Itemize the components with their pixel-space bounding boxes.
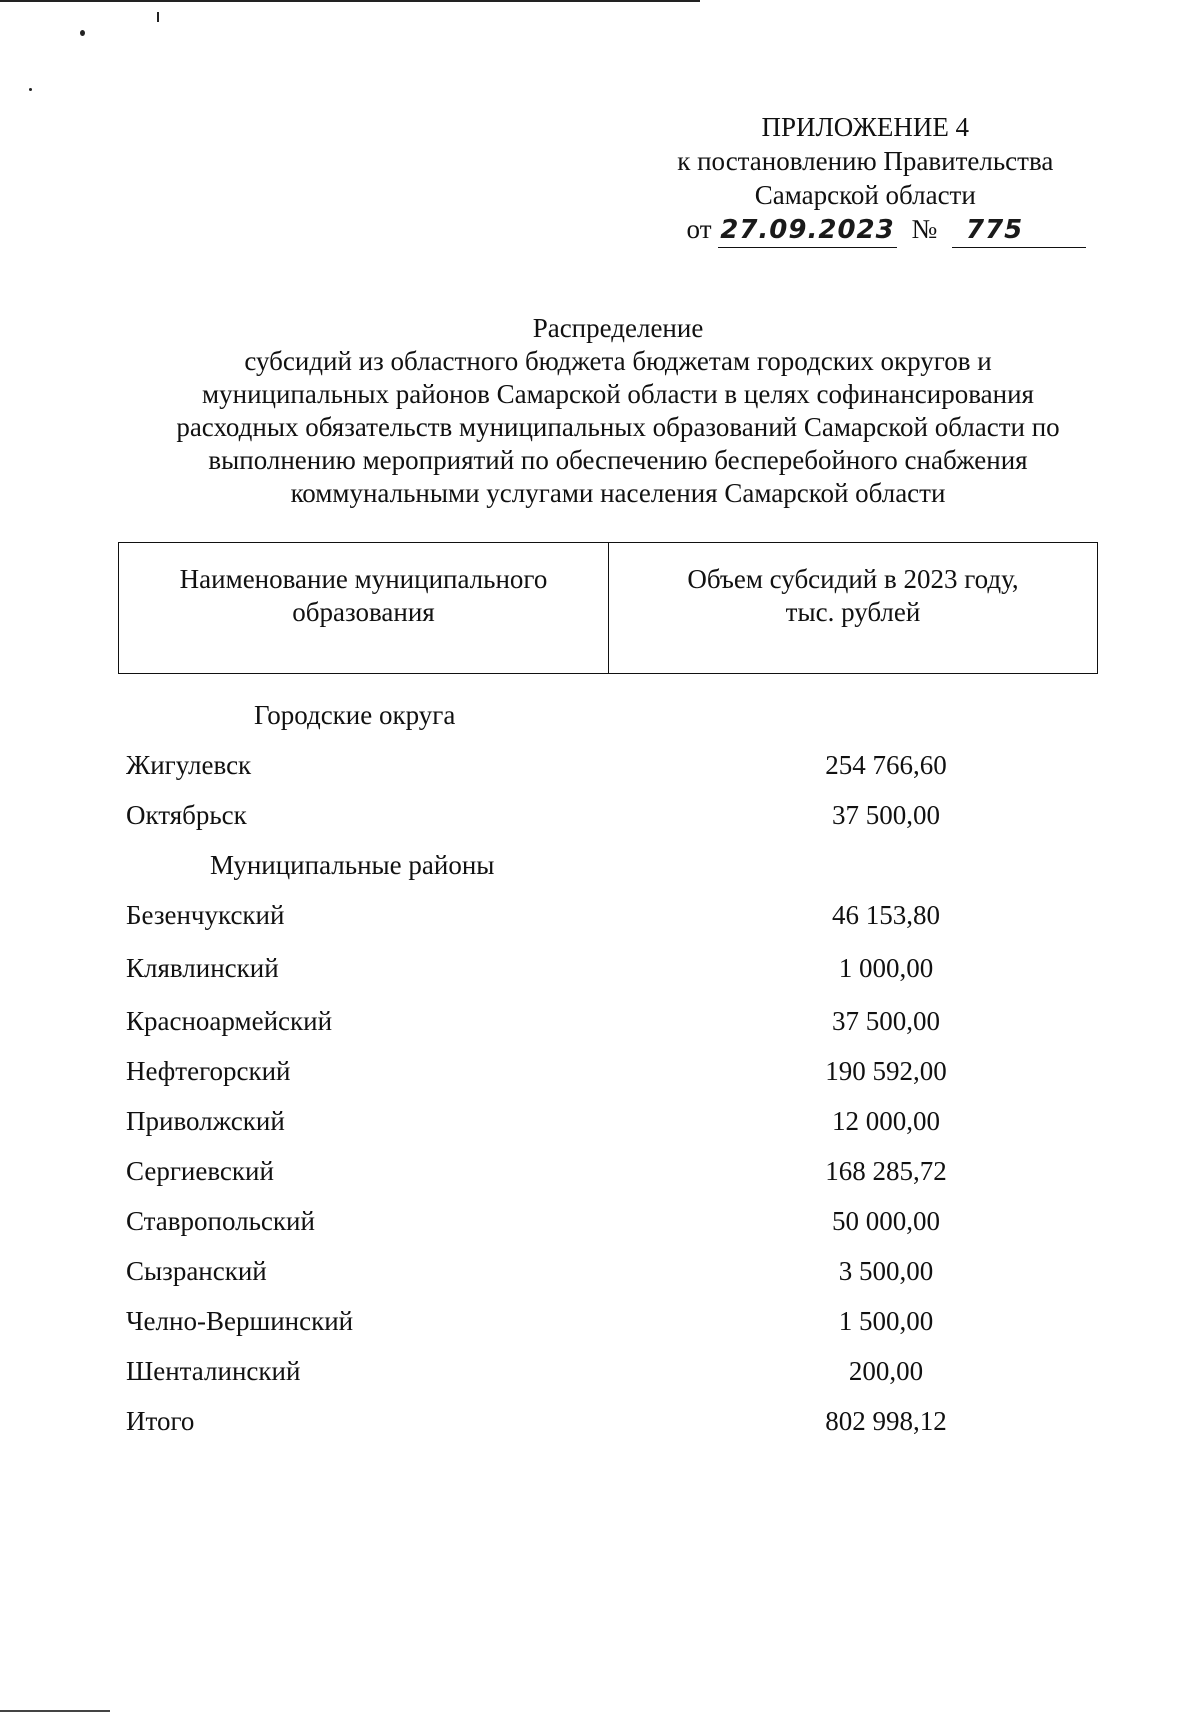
row-name: Челно-Вершинский xyxy=(126,1306,354,1336)
table-header xyxy=(118,542,1098,674)
scan-speck xyxy=(80,30,85,36)
section-label-urban: Городские округа xyxy=(254,700,456,730)
row-name: Сызранский xyxy=(126,1256,267,1286)
total-label: Итого xyxy=(126,1406,195,1436)
row-value: 1 500,00 xyxy=(838,1306,934,1336)
row-value: 3 500,00 xyxy=(838,1256,934,1286)
table-row xyxy=(126,1096,1086,1146)
table-row xyxy=(126,1196,1086,1246)
section-label-municipal: Муниципальные районы xyxy=(210,850,495,880)
appendix-block xyxy=(645,110,1086,248)
row-value: 168 285,72 xyxy=(825,1156,947,1186)
number-sign: № xyxy=(911,214,938,244)
total-value: 802 998,12 xyxy=(825,1406,947,1436)
row-name: Красноармейский xyxy=(126,1006,333,1036)
row-name: Нефтегорский xyxy=(126,1056,291,1086)
table-row xyxy=(126,790,1086,840)
appendix-title: ПРИЛОЖЕНИЕ 4 xyxy=(761,112,970,142)
table-row xyxy=(126,1346,1086,1396)
table-row xyxy=(126,940,1086,996)
appendix-date-line xyxy=(687,212,1086,248)
heading-subtitle: субсидий из областного бюджета бюджетам городских округов и муниципальных районов Самарской области в целях софинансирования расходных обязательств муниципальных образований Самарской области по выполнению мероприятий по обеспечению бесперебойного снабжения коммунальными услугами населения Самарской области xyxy=(176,346,1060,508)
heading-title: Распределение xyxy=(532,313,704,343)
table-row xyxy=(126,1046,1086,1096)
date-prefix: от xyxy=(686,214,712,244)
row-name: Приволжский xyxy=(126,1106,285,1136)
row-name: Безенчукский xyxy=(126,900,285,930)
row-value: 200,00 xyxy=(848,1356,924,1386)
row-name: Октябрьск xyxy=(126,800,247,830)
total-row xyxy=(126,1396,1086,1446)
table-row xyxy=(126,996,1086,1046)
table-row xyxy=(126,1296,1086,1346)
row-value: 12 000,00 xyxy=(832,1106,940,1136)
scan-speck xyxy=(157,12,159,22)
table-body xyxy=(126,690,1086,1446)
table-row xyxy=(126,1146,1086,1196)
table-row xyxy=(126,740,1086,790)
row-value: 1 000,00 xyxy=(838,953,934,983)
row-name: Жигулевск xyxy=(126,750,252,780)
row-name: Шенталинский xyxy=(126,1356,301,1386)
scan-speck xyxy=(29,88,32,91)
document-heading xyxy=(118,312,1118,510)
row-value: 254 766,60 xyxy=(825,750,947,780)
row-value: 37 500,00 xyxy=(832,1006,940,1036)
appendix-line-2: Самарской области xyxy=(754,180,976,210)
row-name: Клявлинский xyxy=(126,953,279,983)
row-value: 50 000,00 xyxy=(832,1206,940,1236)
row-value: 37 500,00 xyxy=(832,800,940,830)
table-row xyxy=(126,1246,1086,1296)
row-name: Сергиевский xyxy=(126,1156,274,1186)
column-header-name: Наименование муниципального образования xyxy=(119,543,609,673)
section-row-municipal-districts xyxy=(126,840,1086,890)
scan-edge-top xyxy=(0,0,700,2)
appendix-line-1: к постановлению Правительства xyxy=(677,146,1054,176)
row-value: 190 592,00 xyxy=(825,1056,947,1086)
handwritten-number: 775 xyxy=(952,213,1086,248)
handwritten-date: 27.09.2023 xyxy=(718,213,896,248)
column-header-amount: Объем субсидий в 2023 году, тыс. рублей xyxy=(687,564,1019,627)
section-row-urban-districts xyxy=(126,690,1086,740)
row-name: Ставропольский xyxy=(126,1206,315,1236)
row-value: 46 153,80 xyxy=(832,900,940,930)
table-row xyxy=(126,890,1086,940)
